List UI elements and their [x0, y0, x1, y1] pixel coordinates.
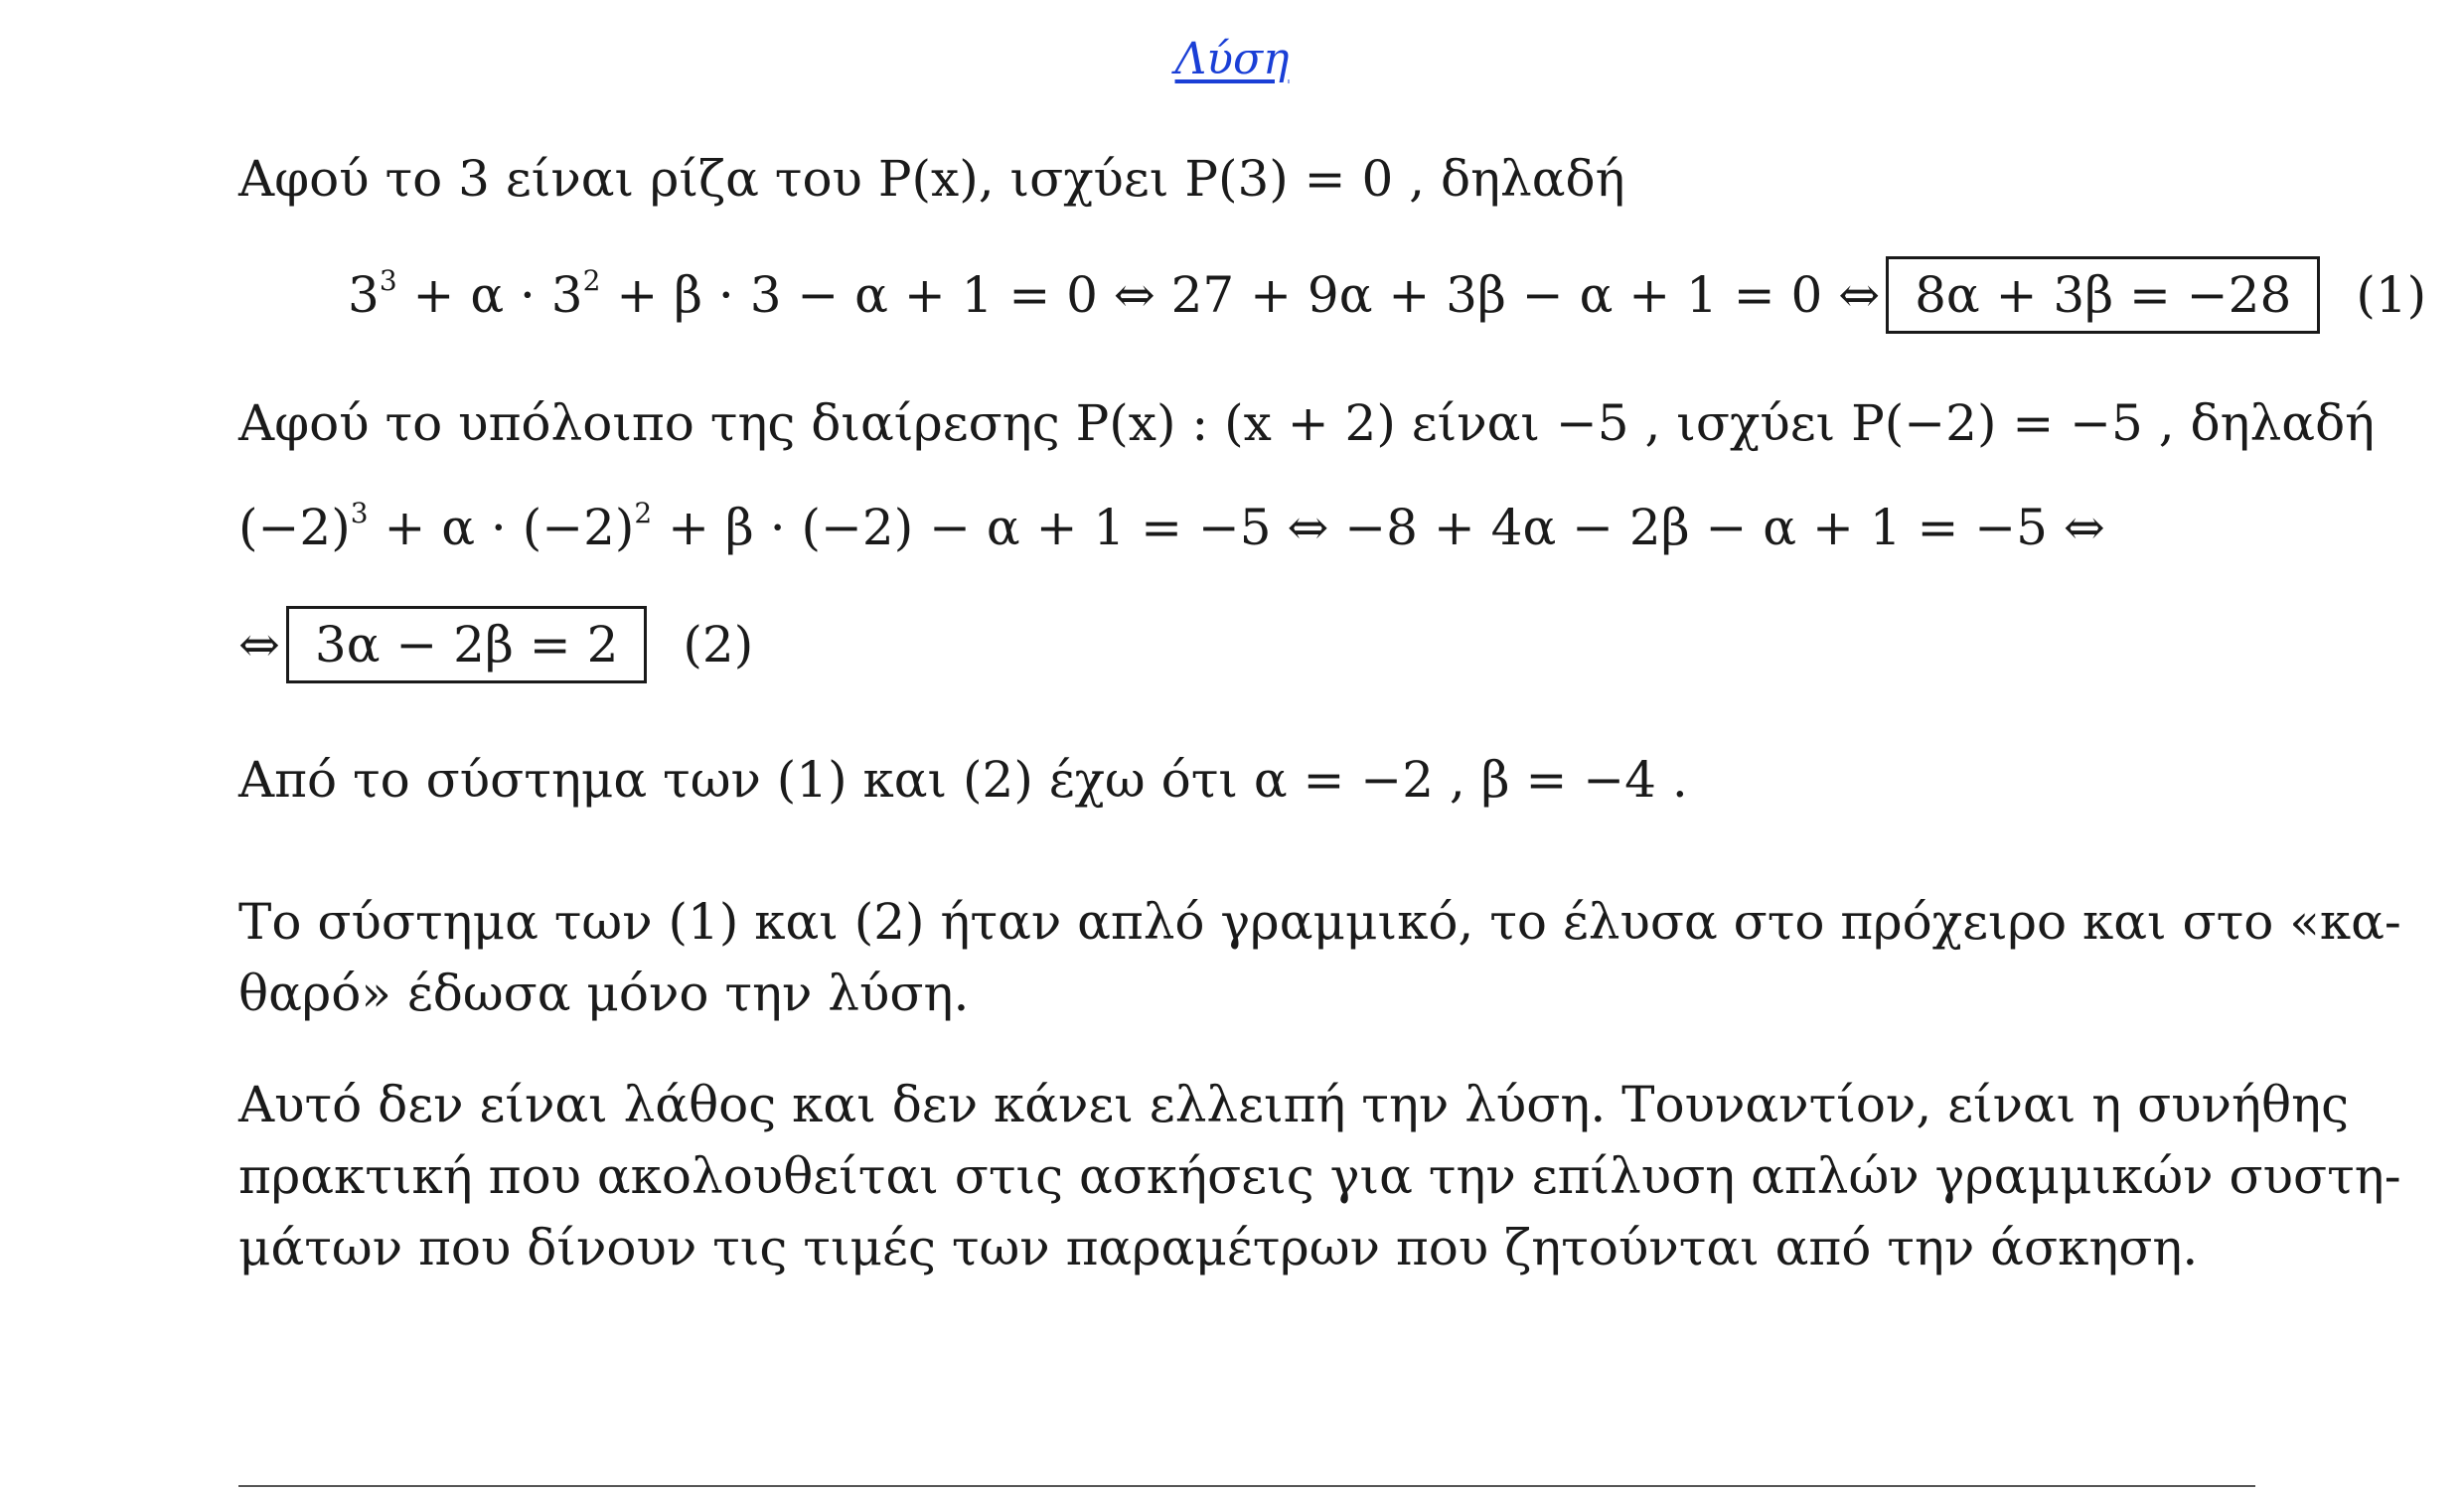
- eq3-boxed-result: 3α − 2β = 2: [286, 606, 647, 683]
- note-paragraph-1: [238, 886, 2401, 1029]
- eq2-exp1: 3: [350, 497, 369, 529]
- eq1-mid: + α · 3: [396, 266, 583, 324]
- eq1-base: 3: [348, 266, 380, 324]
- note-1-line-1: Το σύστημα των (1) και (2) ήταν απλό γραμμικό, το έλυσα στο πρόχειρο και στο «κα-: [238, 893, 2401, 951]
- intro-line-root: Αφού το 3 είναι ρίζα του P(x), ισχύει P(3) = 0 , δηλαδή: [238, 150, 1625, 208]
- equation-2: [238, 497, 2105, 557]
- intro-line-remainder: Αφού το υπόλοιπο της διαίρεσης P(x) : (x + 2) είναι −5 , ισχύει P(−2) = −5 , δηλαδή: [238, 394, 2376, 452]
- eq1-tag: (1): [2356, 266, 2427, 324]
- eq2-base: (−2): [238, 499, 351, 556]
- eq1-boxed-result: 8α + 3β = −28: [1886, 256, 2320, 334]
- footer-divider: [238, 1485, 2255, 1487]
- note-paragraph-2: [238, 1069, 2401, 1283]
- eq1-exp2: 2: [582, 264, 601, 297]
- eq2-exp2: 2: [634, 497, 653, 529]
- eq3-tag: (2): [683, 616, 754, 673]
- system-result-line: Από το σύστημα των (1) και (2) έχω ότι α = −2 , β = −4 .: [238, 751, 1688, 809]
- note-2-line-3: μάτων που δίνουν τις τιμές των παραμέτρων που ζητούνται από την άσκηση.: [238, 1219, 2199, 1276]
- eq1-rest: + β · 3 − α + 1 = 0 ⇔ 27 + 9α + 3β − α + 1 = 0 ⇔: [600, 266, 1881, 324]
- equation-3: [238, 606, 753, 683]
- eq3-prefix: ⇔: [238, 616, 280, 673]
- note-2-line-1: Αυτό δεν είναι λάθος και δεν κάνει ελλειπή την λύση. Τουναντίον, είναι η συνήθης: [238, 1076, 2350, 1133]
- eq2-rest: + β · (−2) − α + 1 = −5 ⇔ −8 + 4α − 2β − α + 1 = −5 ⇔: [652, 499, 2105, 556]
- equation-1: [348, 256, 2426, 334]
- eq1-exp1: 3: [379, 264, 397, 297]
- eq2-mid: + α · (−2): [368, 499, 635, 556]
- solution-title-link[interactable]: Λύση: [1174, 34, 1290, 84]
- note-2-line-2: πρακτική που ακολουθείται στις ασκήσεις για την επίλυση απλών γραμμικών συστη-: [238, 1147, 2401, 1205]
- note-1-line-2: θαρό» έδωσα μόνο την λύση.: [238, 965, 970, 1022]
